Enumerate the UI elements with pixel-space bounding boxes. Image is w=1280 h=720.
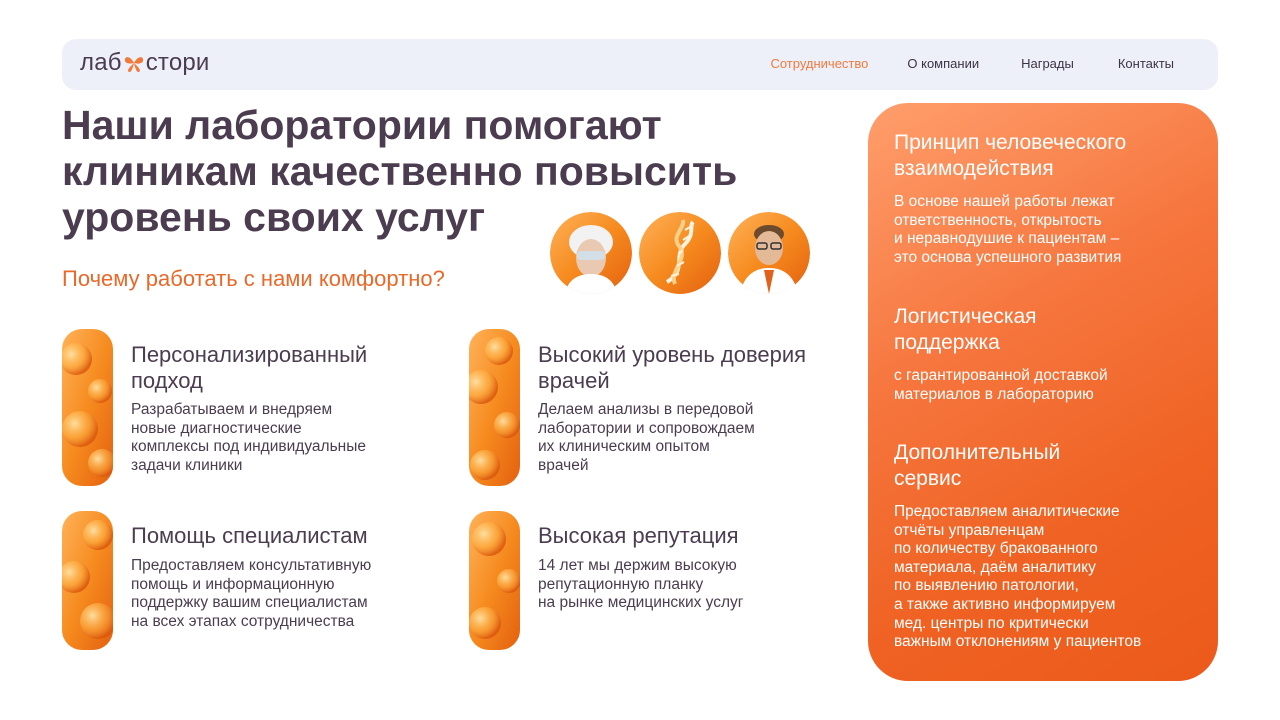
- feature-title-reputation: Высокая репутация: [538, 523, 739, 548]
- feature-title-trust: Высокий уровень доверия врачей: [538, 342, 807, 393]
- feature-title-personalized: Персонализированный подход: [131, 342, 368, 393]
- dna-helix-icon: [639, 212, 721, 294]
- orange-bubbles-image: [469, 511, 520, 650]
- feature-desc-personalized: Разрабатываем и внедряем новые диагностические комплексы под индивидуальные задачи клиники: [131, 401, 366, 474]
- main-menu: [770, 56, 1174, 71]
- logo-text-left: лаб: [80, 49, 122, 76]
- panel-text-logistics: с гарантированной доставкой материалов в лабораторию: [894, 367, 1108, 403]
- page-title: Наши лаборатории помогают клиникам качественно повысить уровень своих услуг: [62, 102, 738, 240]
- top-navigation-bar: [62, 39, 1218, 90]
- nav-item-awards[interactable]: Награды: [1021, 56, 1074, 71]
- doctor-avatar: [728, 212, 810, 294]
- orange-bubbles-image: [469, 329, 520, 486]
- orange-bubbles-image: [62, 329, 113, 486]
- logo-text-right: стори: [145, 49, 210, 76]
- panel-text-service: Предоставляем аналитические отчёты управленцам по количеству бракованного материала, даём аналитику по выявлению патологии, а также активно информируем мед. центры по критически важным отклонениям у пациентов: [894, 503, 1142, 651]
- feature-desc-specialists: Предоставляем консультативную помощь и информационную поддержку вашим специалистам на всех этапах сотрудничества: [131, 557, 372, 630]
- lab-technician-avatar: [550, 212, 632, 294]
- panel-text-interaction: В основе нашей работы лежат ответственность, открытость и неравнодушие к пациентам – это основа успешного развития: [894, 193, 1122, 266]
- panel-title-interaction: Принцип человеческого взаимодействия: [894, 131, 1127, 180]
- orange-bubbles-image: [62, 511, 113, 650]
- benefits-panel: [868, 103, 1218, 681]
- butterfly-icon: [123, 52, 145, 74]
- logo[interactable]: [80, 49, 210, 77]
- panel-title-service: Дополнительный сервис: [894, 441, 1061, 490]
- panel-title-logistics: Логистическая поддержка: [894, 305, 1037, 354]
- feature-desc-trust: Делаем анализы в передовой лаборатории и сопровождаем их клиническим опытом врачей: [538, 401, 755, 474]
- nav-item-cooperation[interactable]: Сотрудничество: [770, 56, 869, 71]
- nav-item-contacts[interactable]: Контакты: [1117, 56, 1174, 71]
- feature-title-specialists: Помощь специалистам: [131, 523, 368, 548]
- feature-desc-reputation: 14 лет мы держим высокую репутационную планку на рынке медицинских услуг: [538, 557, 744, 612]
- page-subtitle: Почему работать с нами комфортно?: [62, 266, 445, 291]
- nav-item-about[interactable]: О компании: [907, 56, 980, 71]
